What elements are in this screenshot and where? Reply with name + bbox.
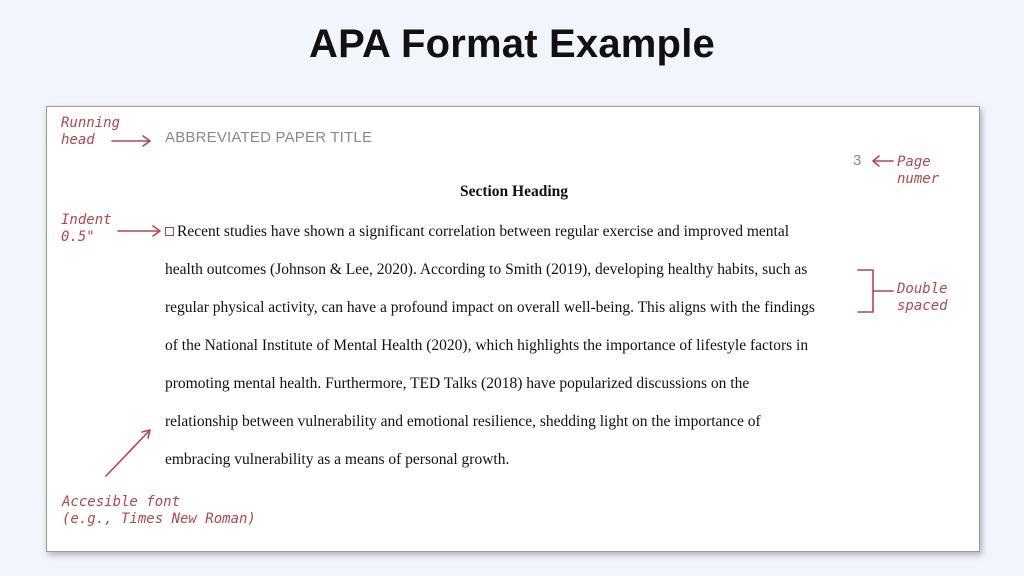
section-heading: Section Heading: [459, 183, 569, 200]
paragraph-line-text: Recent studies have shown a significant correlation between regular exercise and improved mental: [177, 223, 790, 240]
body-paragraph: [165, 219, 865, 485]
indent-marker-icon: [165, 227, 174, 236]
annotation-indent: [61, 212, 112, 246]
running-head: ABBREVIATED PAPER TITLE: [165, 129, 373, 146]
page-title: APA Format Example: [309, 22, 715, 66]
annotation-text: spaced: [897, 298, 948, 314]
annotation-text: head: [61, 132, 95, 148]
annotation-text: Indent: [61, 212, 112, 228]
paragraph-line: [165, 219, 865, 257]
apa-paper-sample: [46, 106, 980, 552]
annotation-text: 0.5": [61, 229, 95, 245]
paragraph-line: relationship between vulnerability and emotional resilience, shedding light on the importance of: [165, 413, 761, 430]
paragraph-line: health outcomes (Johnson & Lee, 2020). According to Smith (2019), developing healthy habits, such as: [165, 261, 808, 278]
annotation-text: Accesible font: [62, 494, 181, 510]
annotation-text: numer: [897, 171, 940, 187]
annotation-font: [62, 494, 256, 528]
annotation-running-head: [61, 115, 120, 149]
annotation-text: Running: [61, 115, 121, 131]
paragraph-line: promoting mental health. Furthermore, TED Talks (2018) have popularized discussions on the: [165, 375, 750, 392]
annotation-page-number: [897, 154, 939, 188]
annotation-text: Double: [897, 281, 948, 297]
paragraph-line: regular physical activity, can have a profound impact on overall well-being. This aligns with the findings: [165, 299, 815, 316]
annotation-double-spaced: [897, 281, 948, 315]
paragraph-line: embracing vulnerability as a means of personal growth.: [165, 451, 510, 468]
page-number: 3: [853, 152, 862, 169]
annotation-text: (e.g., Times New Roman): [62, 511, 256, 527]
paragraph-line: of the National Institute of Mental Health (2020), which highlights the importance of lifestyle factors in: [165, 337, 809, 354]
annotation-text: Page: [897, 154, 931, 170]
